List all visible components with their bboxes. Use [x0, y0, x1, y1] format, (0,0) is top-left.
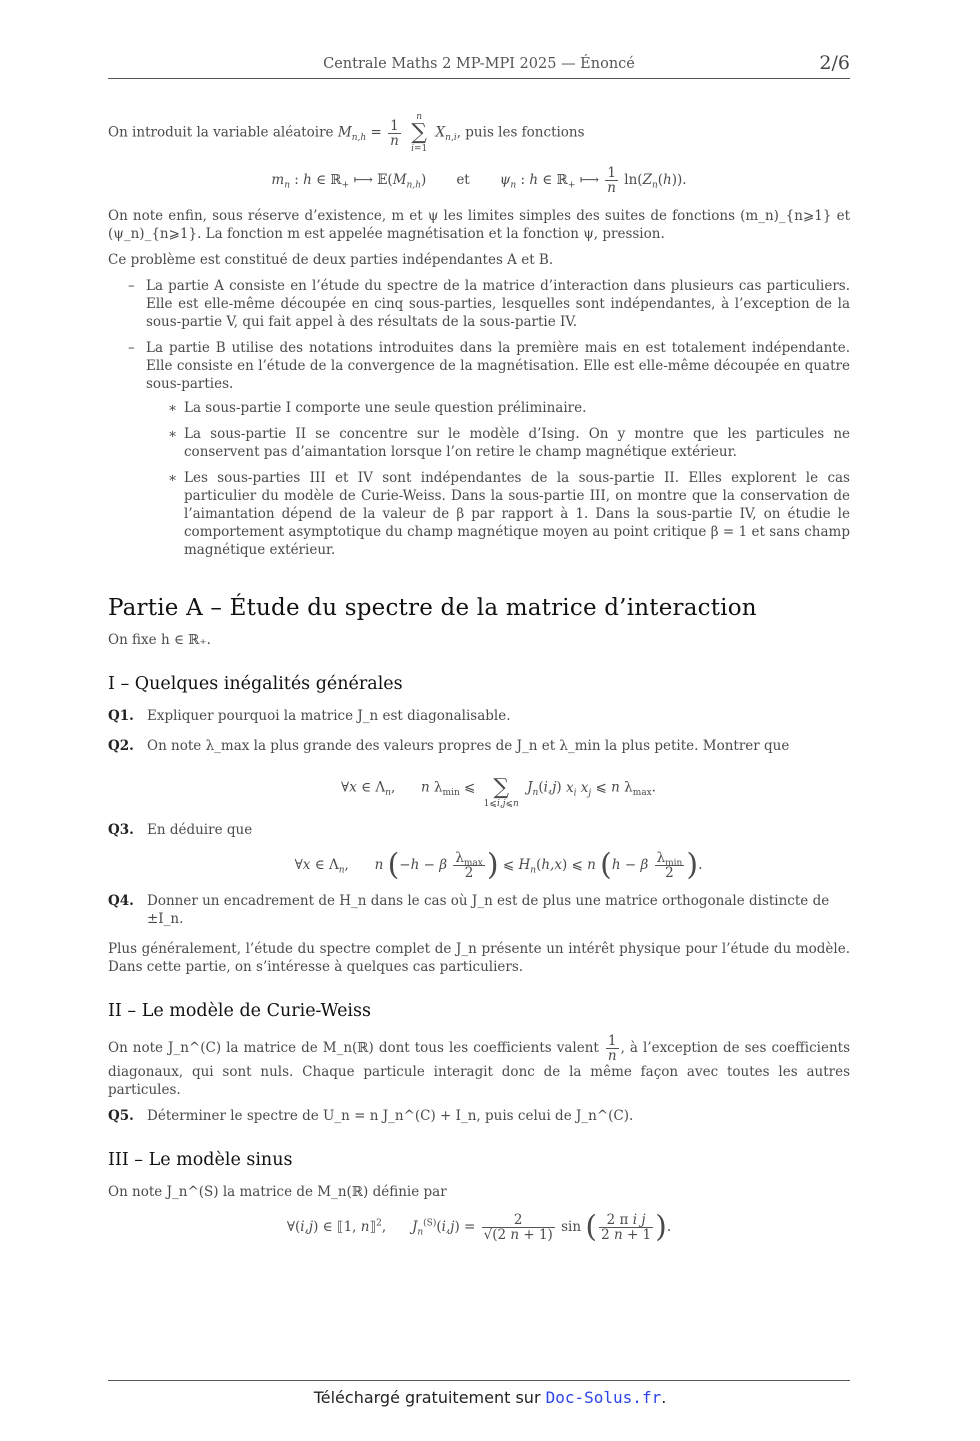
question-q2	[108, 737, 850, 809]
running-title: Centrale Maths 2 MP-MPI 2025 — Énoncé	[323, 56, 635, 72]
subpart-item: ∗ La sous-partie I comporte une seule question préliminaire.	[168, 399, 850, 417]
section-3-title: III – Le modèle sinus	[108, 1150, 293, 1170]
part-a-title: Partie A – Étude du spectre de la matrice d’interaction	[108, 595, 757, 621]
running-header	[108, 54, 850, 79]
question-text: Expliquer pourquoi la matrice J_n est diagonalisable.	[147, 708, 511, 724]
question-text: En déduire que	[147, 822, 253, 838]
sinus-definition: On note J_n^(S) la matrice de M_n(ℝ) définie par	[108, 1184, 447, 1200]
q3-formula: ∀x ∈ $\Lambda_n$, n (−h − β $\frac{\lambda_{max}}{2}$ ) ⩽ $H_n(h,x)$ ⩽ n (h − β $\frac{\lambda_{min}}{2}$ ).	[294, 847, 703, 883]
section-1-title: I – Quelques inégalités générales	[108, 674, 403, 694]
content	[108, 112, 850, 1254]
question-label: Q5.	[108, 1108, 134, 1124]
footer-text: Téléchargé gratuitement sur	[313, 1388, 541, 1407]
question-text: Donner un encadrement de H_n dans le cas où J_n est de plus une matrice orthogonale distincte de ±I_n.	[147, 893, 830, 927]
footer-rule	[108, 1380, 850, 1381]
subpart-item: ∗ Les sous-parties III et IV sont indépendantes de la sous-partie II. Elles explorent le cas particulier du modèle de Curie-Weiss. Dans la sous-partie III, on montre que la conservation de l’aimantation dépend de la valeur de β par rapport à 1. Dans la sous-partie IV, on étudie le comportement asymptotique du champ magnétique moyen au point critique β = 1 et sans champ magnétique extérieur.	[168, 469, 850, 559]
overview-part-b: – La partie B utilise des notations introduites dans la première mais en est totalement indépendante. Elle consiste en l’étude de la convergence de la magnétisation. Elle est elle-même découpée en quatre sous-parties. ∗ La sous-partie I comporte une seule question préliminaire. ∗ La sous-partie II se concentre sur le modèle d’Ising. On y montre que les particules ne conservent pas d’aimantation lorsque l’on retire le champ magnétique extérieur. ∗ Les sous-parties III et IV sont indépendantes de la sous-partie II. Elles explorent le cas particulier du modèle de Curie-Weiss. Dans la sous-partie III, on montre que la conservation de l’aimantation dépend de la valeur de β par rapport à 1. Dans la sous-partie IV, on étudie le comportement asymptotique du champ magnétique moyen au point critique β = 1 et sans champ magnétique extérieur.	[128, 339, 850, 559]
question-label: Q2.	[108, 738, 134, 754]
limits-paragraph: On note enfin, sous réserve d’existence, m et ψ les limites simples des suites de fonctions (m_n)_{n⩾1} et (ψ_n)_{n⩾1}. La fonction m est appelée magnétisation et la fonction ψ, pression.	[108, 208, 850, 242]
page-number: 2/6	[819, 52, 850, 74]
question-q4	[108, 892, 850, 928]
question-label: Q1.	[108, 708, 134, 724]
subpart-item: ∗ La sous-partie II se concentre sur le modèle d’Ising. On y montre que les particules ne conservent pas d’aimantation lorsque l’on retire le champ magnétique extérieur.	[168, 425, 850, 461]
footer	[0, 1388, 980, 1407]
q2-formula: ∀x ∈ $\Lambda_n$, n $\lambda_{min}$ ⩽ ∑ 1⩽i,j⩽n $J_n(i,j)$ $x_i$ $x_j$ ⩽ n $\lambda_{max}$.	[341, 775, 656, 809]
part-a-fix: On fixe h ∈ ℝ₊.	[108, 632, 211, 648]
part-b-subparts	[168, 399, 850, 559]
section-1-outro: Plus généralement, l’étude du spectre complet de J_n présente un intérêt physique pour l’étude du modèle. Dans cette partie, on s’intéresse à quelques cas particuliers.	[108, 941, 850, 975]
footer-dot: .	[661, 1388, 667, 1407]
question-label: Q3.	[108, 822, 134, 838]
intro-random-variable: On introduit la variable aléatoire $M_{n,h}$ = $\frac{1}{n}$ n ∑ i=1 $X_{n,i}$, puis les fonctions	[108, 112, 585, 154]
footer-link[interactable]: Doc-Solus.fr	[545, 1388, 662, 1407]
question-q1	[108, 707, 850, 725]
structure-paragraph: Ce problème est constitué de deux parties indépendantes A et B.	[108, 252, 554, 268]
question-q3	[108, 821, 850, 883]
curie-weiss-definition: On note J_n^(C) la matrice de M_n(ℝ) dont tous les coefficients valent $\frac{1}{n}$ , à l’exception de ses coefficients diagonaux, qui sont nuls. Chaque particule interagit donc de la même façon avec toutes les autres particules.	[108, 1033, 850, 1098]
question-text: Déterminer le spectre de U_n = n J_n^(C) + I_n, puis celui de J_n^(C).	[147, 1108, 634, 1124]
overview-part-a: – La partie A consiste en l’étude du spectre de la matrice d’interaction dans plusieurs cas particuliers. Elle est elle-même découpée en cinq sous-parties, lesquelles sont indépendantes, à l’exception de la sous-partie V, qui fait appel à des résultats de la sous-partie IV.	[128, 277, 850, 331]
function-definitions: $m_n$ : h ∈ ℝ$_+$ ⟼ $𝔼(M_{n,h})$ et $\psi_n$ : h ∈ ℝ$_+$ ⟼ $\frac{1}{n}$ $\ln(Z_n(h))$.	[271, 165, 687, 196]
question-label: Q4.	[108, 893, 134, 909]
sinus-formula: ∀(i,j) ∈ ⟦1, n⟧$^2$, $J_n^{(S)}(i,j)$ = $\frac{2}{√(2 n + 1)}$ sin ( $\frac{\text{2 π i j}}{2 n + 1}$ ).	[286, 1209, 672, 1245]
question-text: On note λ_max la plus grande des valeurs propres de J_n et λ_min la plus petite. Montrer que	[147, 738, 790, 754]
parts-overview	[128, 277, 850, 559]
section-2-title: II – Le modèle de Curie-Weiss	[108, 1001, 371, 1021]
question-q5	[108, 1107, 850, 1125]
